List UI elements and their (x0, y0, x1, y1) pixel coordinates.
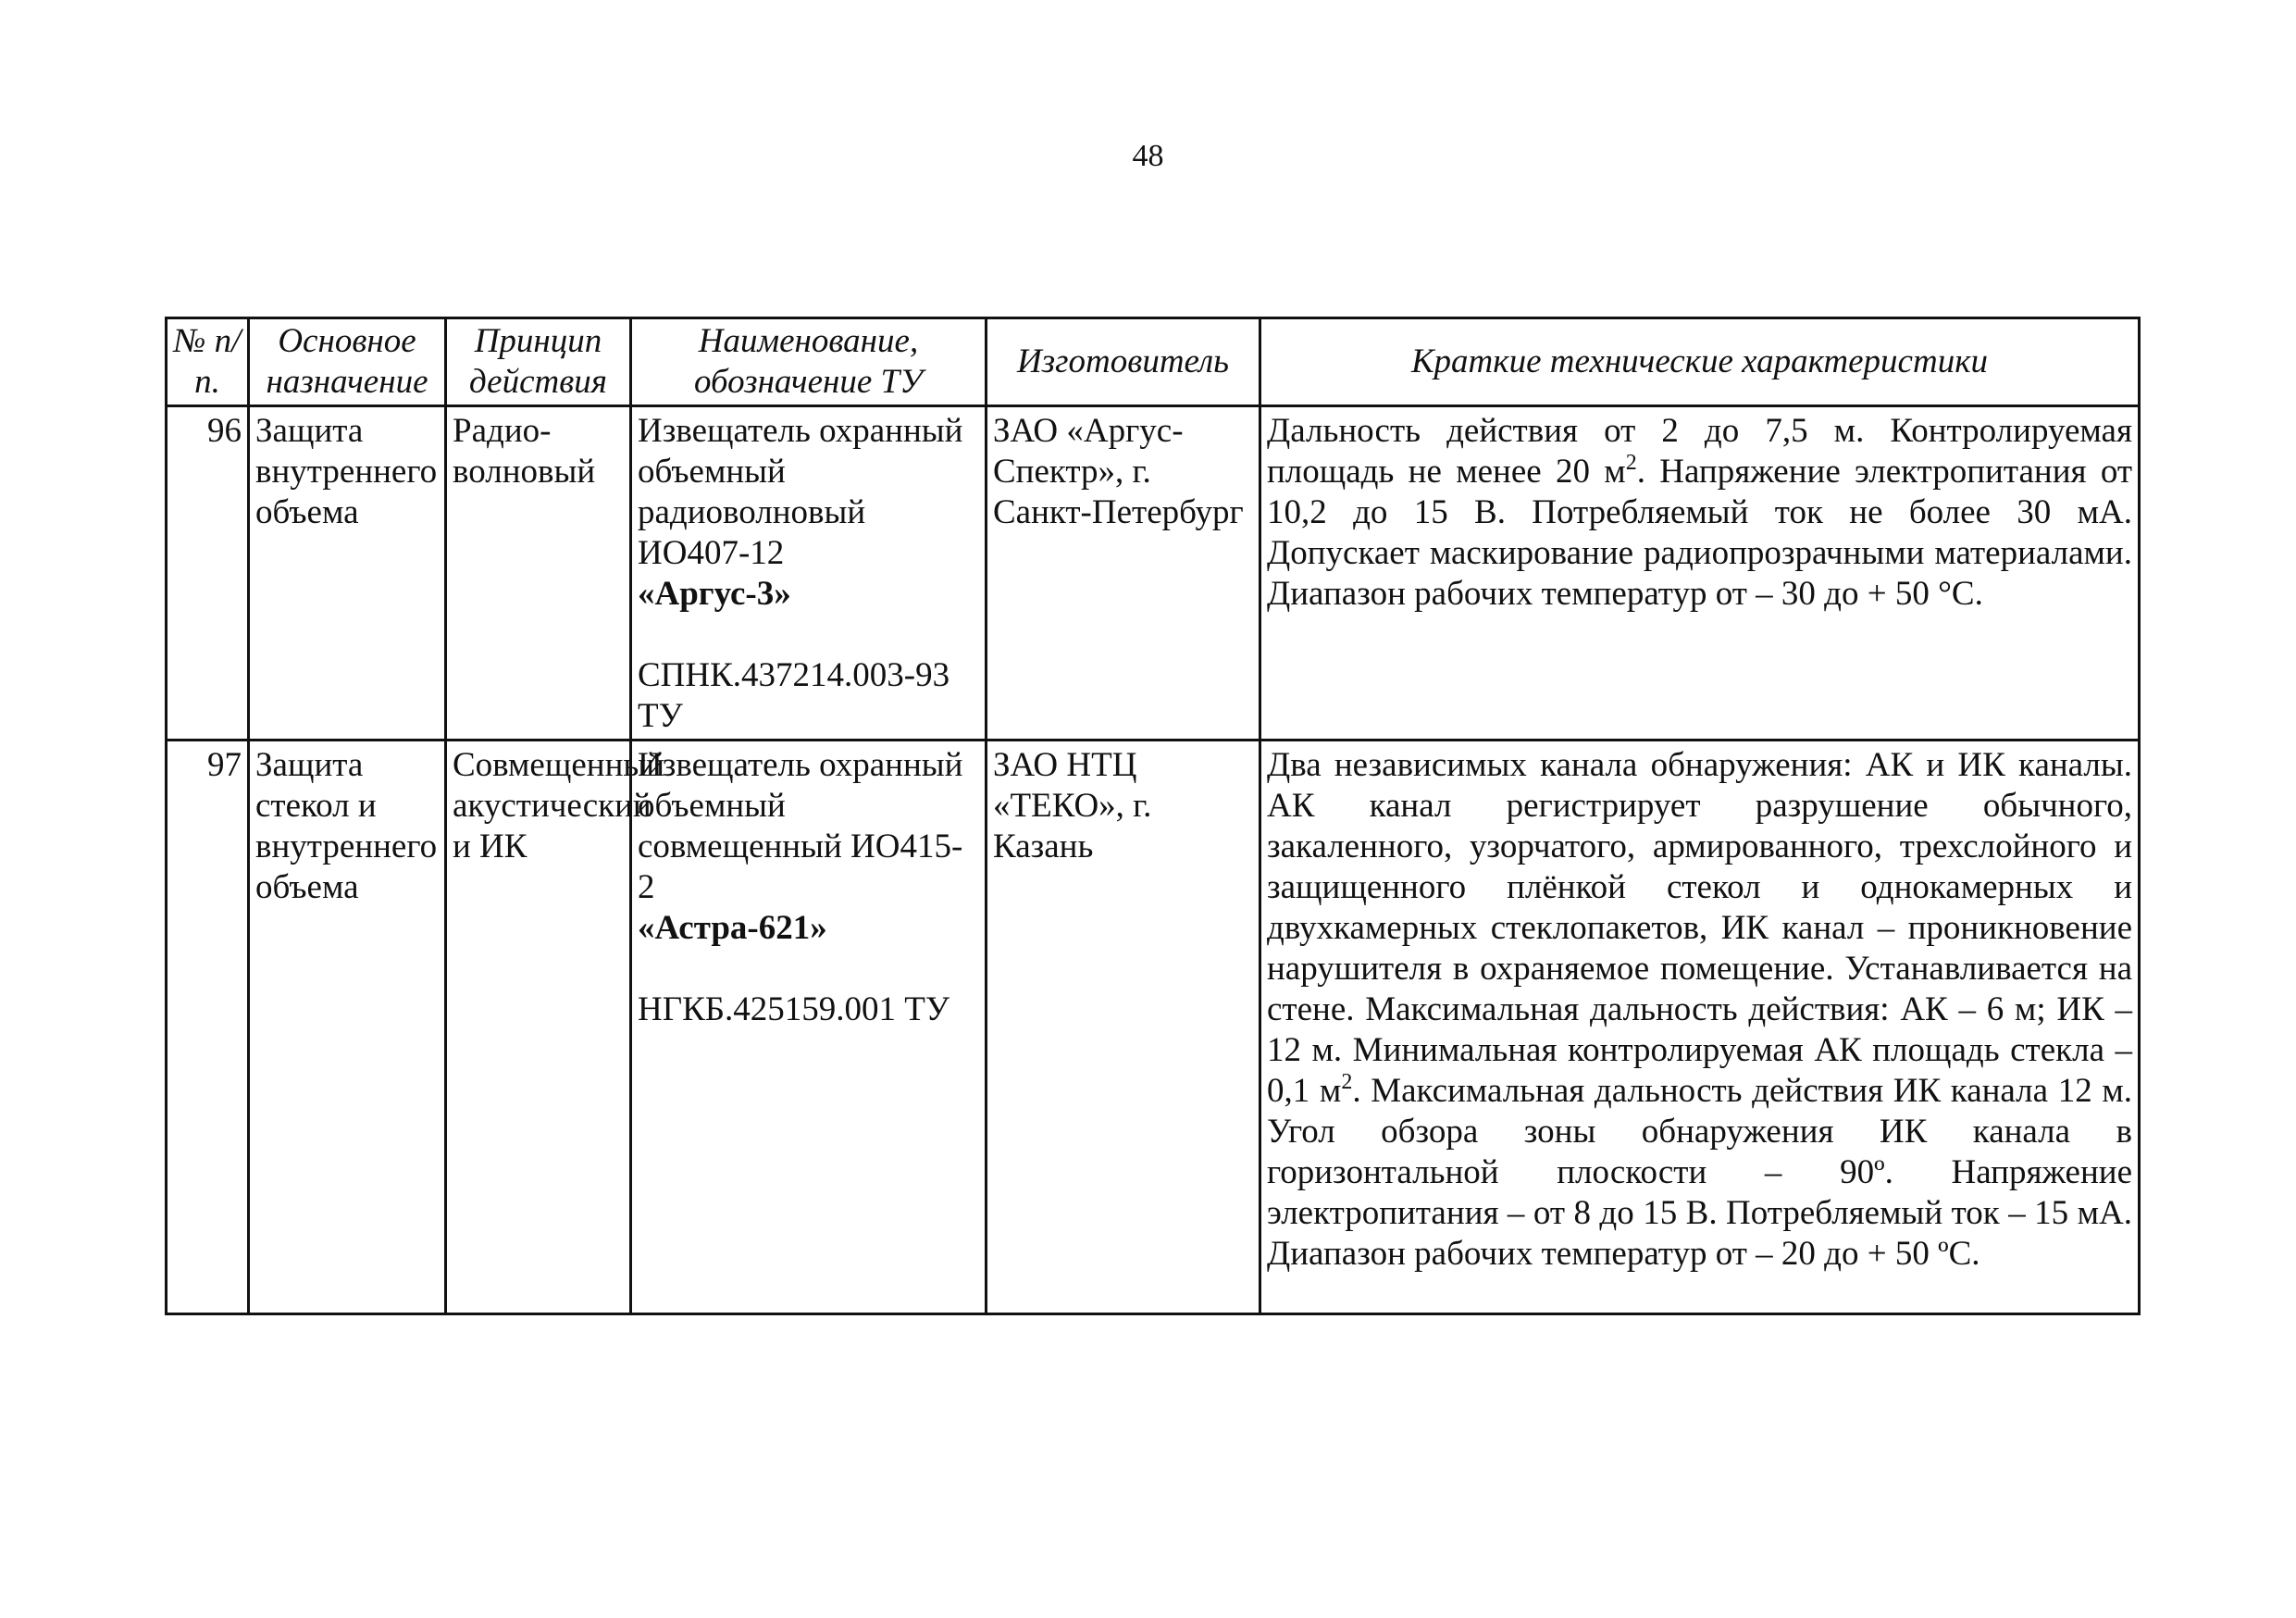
row-tu: НГКБ.425159.001 ТУ (638, 990, 950, 1028)
specs-superscript: 2 (1625, 451, 1637, 475)
device-table (165, 317, 2141, 1315)
header-principle: Принцип действия (446, 318, 631, 406)
row-model: «Аргус-3» (638, 575, 791, 613)
row-specs (1260, 741, 2140, 1314)
header-specs: Краткие технические характеристики (1260, 318, 2140, 406)
header-purpose: Основное назначение (249, 318, 446, 406)
row-name: Извещатель охранный объемный радиоволновый ИО407-12 (638, 412, 963, 572)
row-maker: ЗАО НТЦ «ТЕКО», г. Казань (987, 741, 1260, 1314)
specs-text: . Максимальная дальность действия ИК канала 12 м. Угол обзора зоны обнаружения ИК канала в горизонтальной плоскости – 90º. Напряжение электропитания – от 8 до 15 В. Потребляемый ток – 15 мА. Диапазон рабочих температур от – 20 до + 50 ºС. (1267, 1072, 2132, 1273)
row-model: «Астра-621» (638, 909, 827, 947)
row-purpose: Защита внутреннего объема (249, 406, 446, 741)
row-maker: ЗАО «Аргус-Спектр», г. Санкт-Петербург (987, 406, 1260, 741)
specs-text: Дальность действия от 2 до 7,5 м. Контролируемая площадь не менее 20 м (1267, 412, 2132, 491)
row-principle: Совмещенный акустический и ИК (446, 741, 631, 1314)
row-specs (1260, 406, 2140, 741)
row-principle: Радио-волновый (446, 406, 631, 741)
row-num: 97 (167, 741, 249, 1314)
table-row (167, 741, 2140, 1314)
header-num: № п/п. (167, 318, 249, 406)
specs-text: Два независимых канала обнаружения: АК и ИК каналы. АК канал регистрирует разрушение обычного, закаленного, узорчатого, армированного, трехслойного и защищенного плёнкой стекол и однокамерных и двухкамерных стеклопакетов, ИК канал – проникновение нарушителя в охраняемое помещение. Устанавливается на стене. Максимальная дальность действия: АК – 6 м; ИК – 12 м. Минимальная контролируемая АК площадь стекла – 0,1 м (1267, 746, 2132, 1110)
row-num: 96 (167, 406, 249, 741)
page-number: 48 (1132, 139, 1164, 173)
specs-superscript: 2 (1341, 1070, 1353, 1094)
table-header-row (167, 318, 2140, 406)
specs-text: . Напряжение электропитания от 10,2 до 15 В. Потребляемый ток не более 30 мА. Допускает маскирование радиопрозрачными материалами. Диапазон рабочих температур от – 30 до + 50 °С. (1267, 453, 2133, 613)
row-name: Извещатель охранный объемный совмещенный ИО415-2 (638, 746, 963, 906)
row-tu: СПНК.437214.003-93 ТУ (638, 656, 950, 735)
table-row (167, 406, 2140, 741)
row-name-cell (631, 741, 987, 1314)
header-name: Наименование, обозначение ТУ (631, 318, 987, 406)
row-name-cell (631, 406, 987, 741)
row-purpose: Защита стекол и внутреннего объема (249, 741, 446, 1314)
header-maker: Изготовитель (987, 318, 1260, 406)
